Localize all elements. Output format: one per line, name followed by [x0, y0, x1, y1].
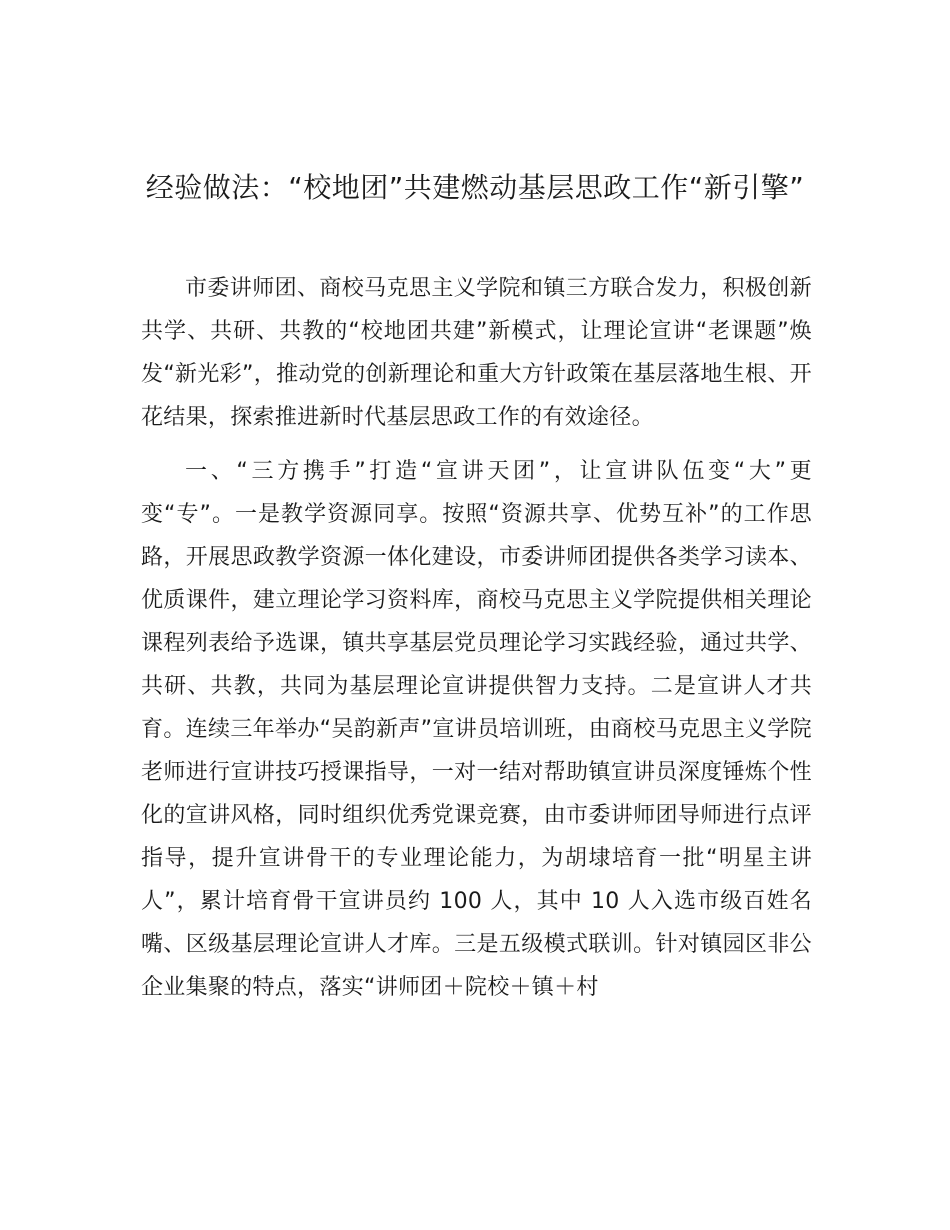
- document-body: [141, 267, 812, 1009]
- section-one-paragraph: 一、“三方携手”打造“宣讲天团”，让宣讲队伍变“大”更变“专”。一是教学资源同享。按照“资源共享、优势互补”的工作思路，开展思政教学资源一体化建设，市委讲师团提供各类学习读本、优质课件，建立理论学习资料库，商校马克思主义学院提供相关理论课程列表给予选课，镇共享基层党员理论学习实践经验，通过共学、共研、共教，共同为基层理论宣讲提供智力支持。二是宣讲人才共育。连续三年举办“吴韵新声”宣讲员培训班，由商校马克思主义学院老师进行宣讲技巧授课指导，一对一结对帮助镇宣讲员深度锤炼个性化的宣讲风格，同时组织优秀党课竞赛，由市委讲师团导师进行点评指导，提升宣讲骨干的专业理论能力，为胡埭培育一批“明星主讲人”，累计培育骨干宣讲员约 100 人，其中 10 人入选市级百姓名嘴、区级基层理论宣讲人才库。三是五级模式联训。针对镇园区非公企业集聚的特点，落实“讲师团＋院校＋镇＋村: [141, 459, 812, 1000]
- intro-paragraph: 市委讲师团、商校马克思主义学院和镇三方联合发力，积极创新共学、共研、共教的“校地团共建”新模式，让理论宣讲“老课题”焕发“新光彩”，推动党的创新理论和重大方针政策在基层落地生根、开花结果，探索推进新时代基层思政工作的有效途径。: [141, 276, 812, 430]
- document-title: 经验做法：“校地团”共建燃动基层思政工作“新引擎”: [145, 171, 805, 204]
